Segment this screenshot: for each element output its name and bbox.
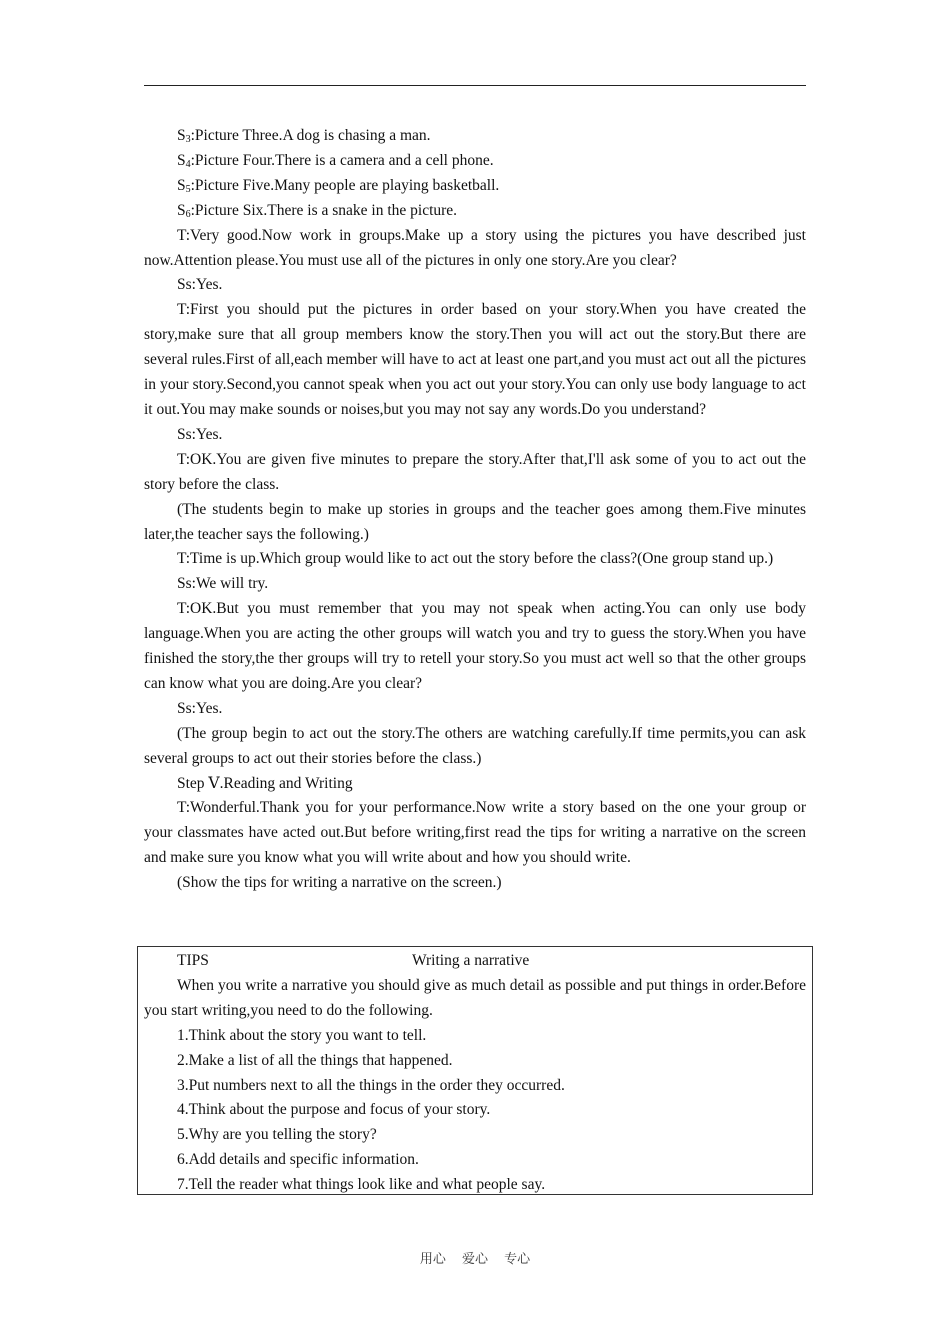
step-heading: Step Ⅴ.Reading and Writing: [177, 774, 353, 792]
dialogue-line: $S_6:Picture$ Six.There is a snake in the picture.: [177, 201, 458, 220]
dialogue-line: T:OK.You are given five minutes to prepare the story.After that,I'll ask some of you to act out the story before the class.: [144, 450, 806, 493]
stage-direction: (The group begin to act out the story.The others are watching carefully.If time permits,you can ask several groups to act out their stories before the class.): [144, 724, 806, 767]
dialogue-line: T:Very good.Now work in groups.Make up a story using the pictures you have described just now.Attention please.You must use all of the pictures in only one story.Are you clear?: [144, 226, 806, 269]
footer-word: 用心: [419, 1252, 446, 1267]
dialogue-line: T:Time is up.Which group would like to act out the story before the class?(One group stand up.): [177, 550, 774, 568]
dialogue-line: Ss:Yes.: [177, 699, 223, 717]
tips-item: 5.Why are you telling the story?: [177, 1126, 377, 1144]
dialogue-line: T:Wonderful.Thank you for your performance.Now write a story based on the one your group or your classmates have acted out.But before writing,first read the tips for writing a narrative on the screen and make sure you know what you will write about and how you should write.: [144, 799, 806, 867]
tips-item: 1.Think about the story you want to tell.: [177, 1026, 427, 1044]
dialogue-line: $S_5:Picture$ Five.Many people are playing basketball.: [177, 176, 500, 195]
tips-item: 2.Make a list of all the things that happened.: [177, 1051, 453, 1069]
dialogue-line: T:OK.But you must remember that you may not speak when acting.You can only use body language.When you are acting the other groups will watch you and try to guess the story.When you have finished the story,the ther groups will try to retell your story.So you must act well so that the other groups can know what you are doing.Are you clear?: [144, 600, 806, 692]
tips-label: TIPS: [177, 952, 209, 969]
tips-box: [137, 946, 813, 1195]
tips-header: [144, 949, 806, 974]
stage-direction: (Show the tips for writing a narrative on the screen.): [177, 874, 502, 892]
dialogue-line: $S_3:Picture$ Three.A dog is chasing a man.: [177, 127, 431, 145]
page-footer: [0, 1248, 950, 1267]
dialogue-line: Ss:Yes.: [177, 425, 223, 443]
tips-intro: When you write a narrative you should give as much detail as possible and put things in order.Before you start writing,you need to do the following.: [144, 976, 806, 1019]
dialogue-line: Ss:Yes.: [177, 276, 223, 294]
footer-word: 爱心: [461, 1252, 488, 1267]
dialogue-line: Ss:We will try.: [177, 575, 269, 593]
footer-word: 专心: [504, 1252, 531, 1267]
stage-direction: (The students begin to make up stories in groups and the teacher goes among them.Five minutes later,the teacher says the following.): [144, 500, 806, 543]
lesson-text: [144, 124, 806, 896]
tips-item: 3.Put numbers next to all the things in the order they occurred.: [177, 1076, 565, 1094]
dialogue-line: $S_4:Picture$ Four.There is a camera and a cell phone.: [177, 151, 494, 170]
header-rule: [144, 85, 806, 86]
tips-title: Writing a narrative: [412, 952, 530, 969]
dialogue-line: T:First you should put the pictures in order based on your story.When you have created the story,make sure that all group members know the story.Then you will act out the story.But there are several rules.First of all,each member will have to act at least one part,and you must act out all the pictures in your story.Second,you cannot speak when you act out your story.You can only use body language to act it out.You may make sounds or noises,but you may not say any words.Do you understand?: [144, 301, 806, 418]
tips-item: 4.Think about the purpose and focus of your story.: [177, 1101, 491, 1119]
tips-item: 7.Tell the reader what things look like and what people say.: [177, 1176, 546, 1194]
tips-item: 6.Add details and specific information.: [177, 1151, 419, 1169]
